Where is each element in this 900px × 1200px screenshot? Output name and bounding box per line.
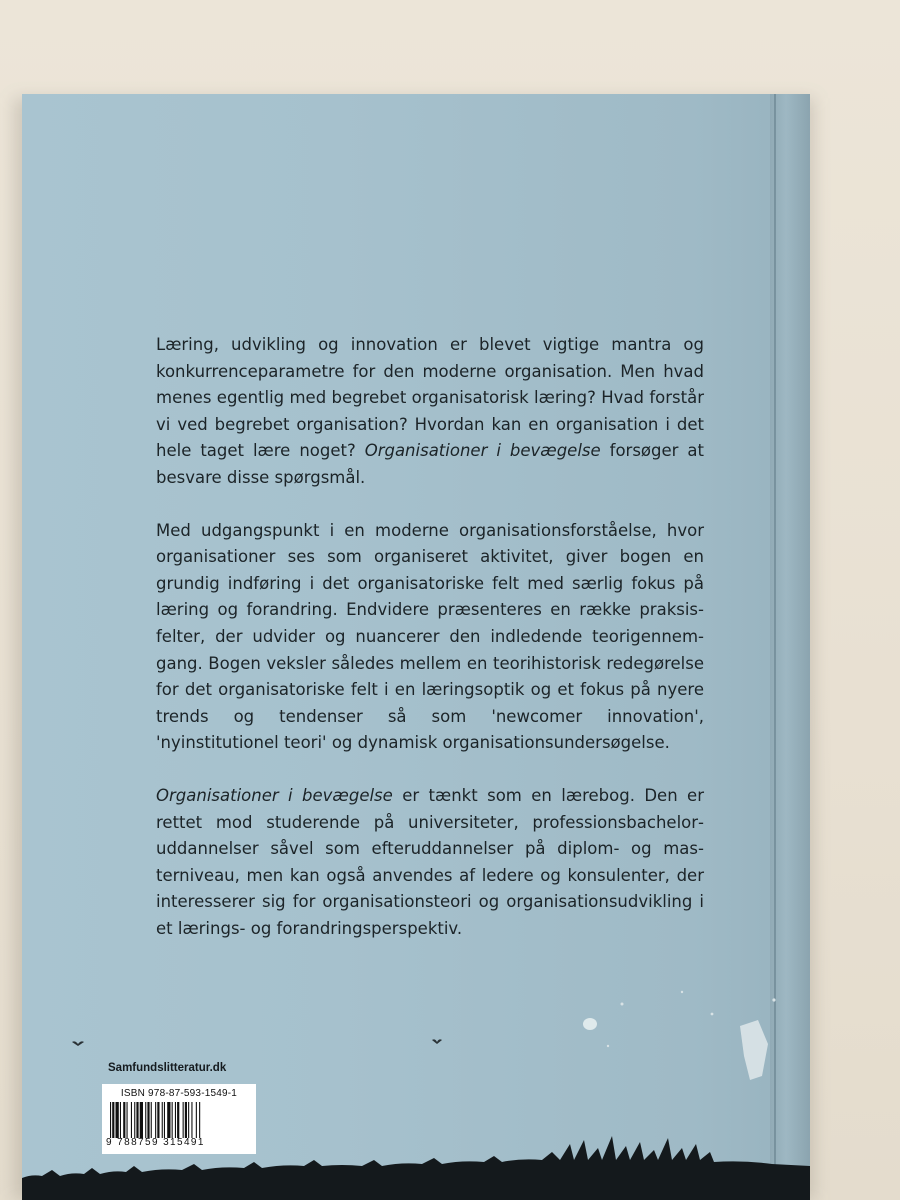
book-back-cover	[22, 94, 810, 1200]
blurb-paragraph-2: Med udgangspunkt i en moderne organisationsforståelse, hvor organisationer ses som organiseret aktivitet, giver bogen en grundig indføring i det organisatoriske felt med særlig fokus på læring og forandring. Endvidere præsenteres en række praksisfelter, der udvider og nuancerer den indledende teorigennemgang. Bogen veksler således mellem en teorihistorisk redegørelse for det organisatoriske felt i en læringsoptik og et fokus på nyere trends og tendenser så som 'newcomer innovation', 'nyinstitutionel teori' og dynamisk organisationsundersøgelse.	[156, 520, 704, 753]
bird-icon	[432, 1038, 442, 1046]
bird-icon	[72, 1040, 84, 1048]
book-title-italic: Organisationer i bevægelse	[364, 441, 601, 461]
blurb-paragraph-1: Læring, udvikling og innovation er blevet vigtige mantra og konkurrenceparametre for den moderne organisation. Men hvad menes egentlig med begrebet organisatorisk læring? Hvad forstår vi ved begrebet organisation? Hvordan kan en organisation i det hele taget lære noget? Organisationer i bevægelse forsøger at besvare disse spørgsmål.	[156, 335, 704, 487]
publisher-name: Samfundslitteratur.dk	[108, 1062, 227, 1074]
isbn-label: ISBN 978-87-593-1549-1	[120, 1088, 238, 1099]
book-title-italic: Organisationer i bevægelse	[156, 785, 393, 805]
grass-silhouette	[22, 1130, 810, 1200]
back-cover-blurb	[156, 332, 704, 968]
cover-scuff-marks	[562, 984, 792, 1104]
barcode-digits: 9 788759 315491	[106, 1137, 205, 1148]
blurb-paragraph-3: Organisationer i bevægelse er tænkt som en lærebog. Den er rettet mod studerende på universiteter, professionsbacheloruddannelser såvel som efteruddannelser på diplom- og masterniveau, men kan også anvendes af ledere og konsulenter, der interesserer sig for organisationsteori og organisationsudvikling i et lærings- og forandringsperspektiv.	[156, 785, 704, 938]
